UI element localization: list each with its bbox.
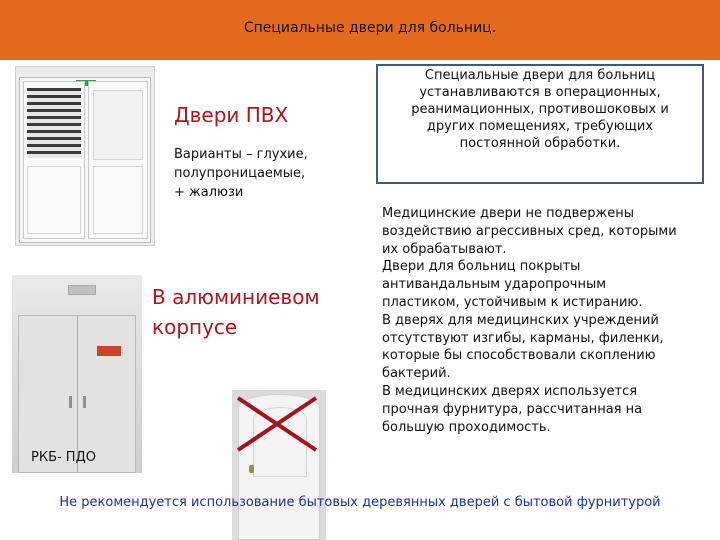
main-text-line: пластиком, устойчивым к истиранию. [382,294,643,310]
info-box-line: постоянной обработки. [459,136,621,151]
pvc-variant-line: + жалюзи [174,185,244,200]
main-text-line: которые бы способствовали скоплению [382,348,656,364]
header-bar [0,0,720,60]
main-text-line: Медицинские двери не подвержены [382,206,634,221]
main-text-line: антивандальным ударопрочным [382,277,607,293]
info-box-line: реанимационных, противошоковых и [411,102,669,117]
main-description [382,205,712,436]
info-box-line: Специальные двери для больниц [424,68,656,83]
footer-warning: Не рекомендуется использование бытовых деревянных дверей с бытовой фурнитурой [59,495,661,510]
red-x-cross-icon [236,396,318,452]
main-text-line: воздействию агрессивных сред, которыми [382,223,677,239]
info-box-line: других помещениях, требующих [426,119,654,134]
info-box [376,64,704,184]
main-text-line: их обрабатывают. [382,241,507,257]
main-text-line: Двери для больниц покрыты [382,259,581,275]
main-text-line: отсутствуют изгибы, карманы, филенки, [382,330,664,346]
pvc-door-image [15,66,155,246]
main-text-line: В дверях для медицинских учреждений [382,312,659,328]
aluminium-heading [152,282,320,342]
pvc-variant-line: полупроницаемые, [174,166,306,181]
main-text-line: бактерий. [382,366,451,382]
slide-title: Специальные двери для больниц. [243,20,497,36]
info-box-line: устанавливаются в операционных, [419,85,661,100]
pvc-heading: Двери ПВХ [174,103,289,127]
aluminium-heading-line: корпусе [152,315,238,339]
main-text-line: В медицинских дверях используется [382,383,638,399]
main-text-line: большую проходимость. [382,419,551,435]
main-text-line: прочная фурнитура, рассчитанная на [382,401,643,417]
pvc-variant-line: Варианты – глухие, [174,147,308,162]
aluminium-door-image [12,275,142,473]
aluminium-caption: РКБ- ПДО [31,450,96,465]
aluminium-heading-line: В алюминиевом [152,285,320,309]
